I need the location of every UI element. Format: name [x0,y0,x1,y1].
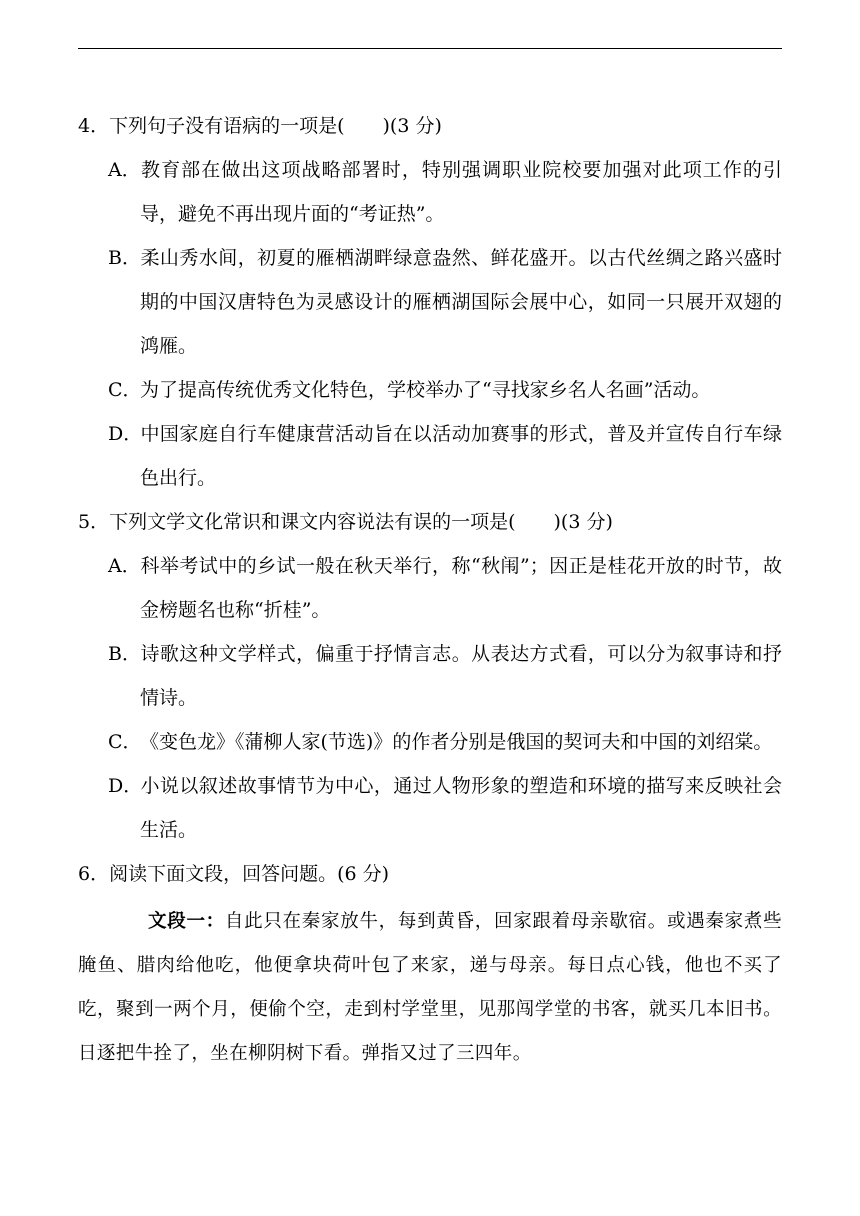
header-rule [78,48,782,49]
passage-lead: 文段一： [148,911,225,932]
question-5-option-c [108,720,782,764]
question-4-option-b [108,236,782,368]
option-text: 为了提高传统优秀文化特色，学校举办了“寻找家乡名人名画”活动。 [140,379,711,401]
question-4-option-c [108,368,782,412]
option-text: 科举考试中的乡试一般在秋天举行，称“秋闱”；因正是桂花开放的时节，故金榜题名也称“折桂”。 [140,555,782,621]
option-label: C． [108,379,142,401]
option-label: A． [108,555,141,577]
option-label: B． [108,643,141,665]
option-label: D． [108,775,143,797]
question-4-stem: 4．下列句子没有语病的一项是( )(3 分) [78,115,442,137]
question-5-option-d [108,764,782,852]
option-label: B． [108,247,141,269]
option-label: D． [108,423,143,445]
question-5-option-b [108,632,782,720]
question-6-stem: 6．阅读下面文段，回答问题。(6 分) [78,863,390,885]
question-4-option-d [108,412,782,500]
option-text: 诗歌这种文学样式，偏重于抒情言志。从表达方式看，可以分为叙事诗和抒情诗。 [140,643,782,709]
option-text: 中国家庭自行车健康营活动旨在以活动加赛事的形式，普及并宣传自行车绿色出行。 [140,423,782,489]
option-text: 教育部在做出这项战略部署时，特别强调职业院校要加强对此项工作的引导，避免不再出现片面的“考证热”。 [140,159,782,225]
option-text: 柔山秀水间，初夏的雁栖湖畔绿意盎然、鲜花盛开。以古代丝绸之路兴盛时期的中国汉唐特色为灵感设计的雁栖湖国际会展中心，如同一只展开双翅的鸿雁。 [140,247,782,357]
reading-passage [78,900,782,1076]
option-text: 《变色龙》《蒲柳人家(节选)》的作者分别是俄国的契诃夫和中国的刘绍棠。 [140,731,773,753]
option-text: 小说以叙述故事情节为中心，通过人物形象的塑造和环境的描写来反映社会生活。 [140,775,782,841]
question-4-option-a [108,148,782,236]
passage-text: 自此只在秦家放牛，每到黄昏，回家跟着母亲歇宿。或遇秦家煮些腌鱼、腊肉给他吃，他便拿块荷叶包了来家，递与母亲。每日点心钱，他也不买了吃，聚到一两个月，便偷个空，走到村学堂里，见那闯学堂的书客，就买几本旧书。日逐把牛拴了，坐在柳阴树下看。弹指又过了三四年。 [78,911,782,1064]
option-label: C． [108,731,142,753]
exam-page [78,104,782,1076]
question-5-stem: 5．下列文学文化常识和课文内容说法有误的一项是( )(3 分) [78,511,613,533]
question-5-option-a [108,544,782,632]
option-label: A． [108,159,141,181]
